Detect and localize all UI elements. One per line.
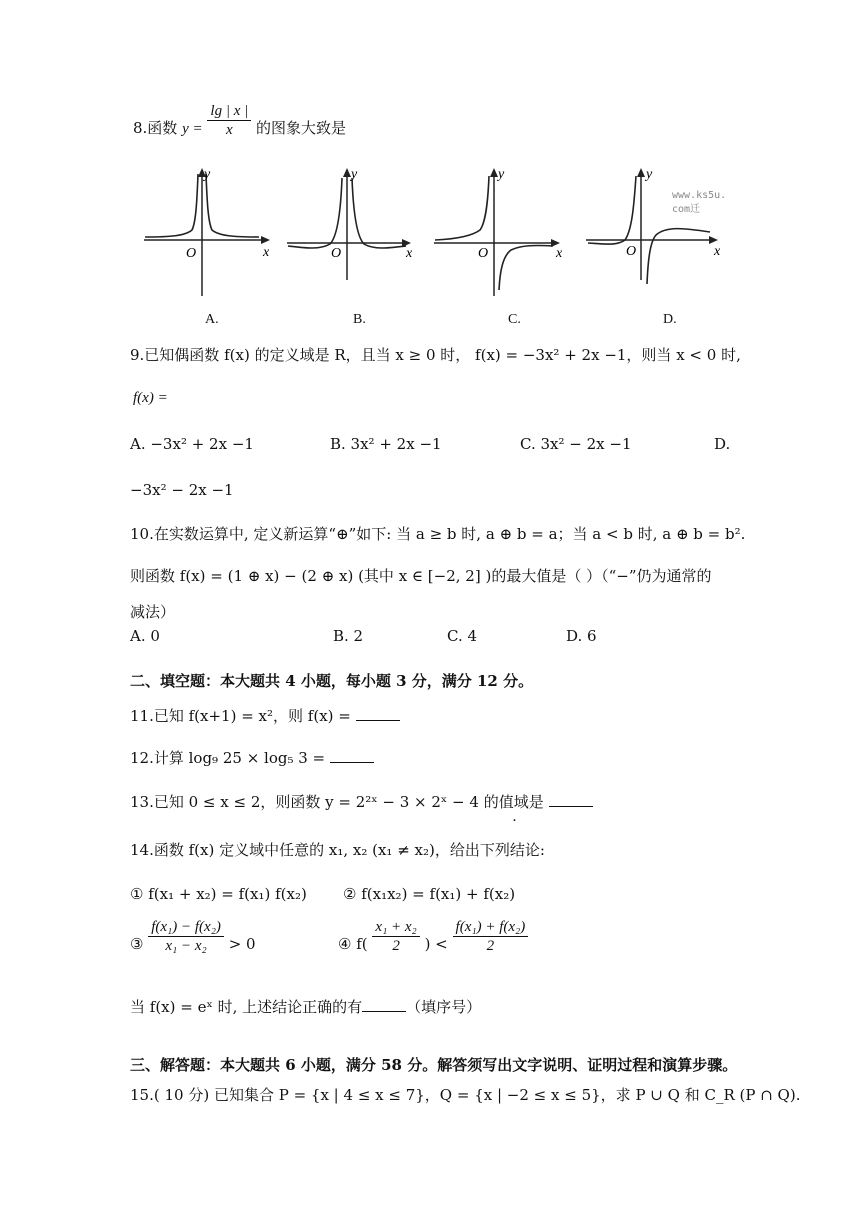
q14-conclusion-2: ② f(x₁x₂) = f(x₁) + f(x₂): [343, 885, 516, 903]
q14-c4-left-fraction: [372, 918, 419, 955]
q14-c4-right-denominator: 2: [486, 937, 495, 954]
q8-fraction: [207, 102, 251, 139]
q8-prefix: 8.函数: [133, 119, 178, 137]
q12: [130, 748, 374, 768]
graph-b-x-label: x: [406, 246, 413, 261]
graph-d-y-arrow: [637, 168, 645, 177]
graph-c-y-label: y: [498, 167, 505, 182]
q9-option-d-label: D.: [714, 435, 731, 453]
graph-d-curve-right: [647, 229, 710, 284]
q8-numerator: lg | x |: [207, 102, 251, 121]
q14-conclusion-note: （填序号）: [406, 998, 482, 1016]
q14-c4-right-numerator: f(x₁) + f(x₂): [453, 918, 529, 937]
graph-d: [584, 160, 734, 300]
q11: [130, 706, 400, 726]
graph-d-origin: O: [626, 244, 637, 259]
q12-blank[interactable]: [330, 748, 374, 763]
q14-c3-fraction: [148, 918, 224, 955]
q14-c4-left-denominator: 2: [392, 937, 400, 954]
q8-lhs: y =: [182, 121, 203, 137]
q9-option-a: A. −3x² + 2x −1: [130, 435, 254, 453]
q9-line1: 9.已知偶函数 f(x) 的定义域是 R，且当 x ≥ 0 时， f(x) = −3x² + 2x −1，则当 x < 0 时,: [130, 346, 741, 364]
q14-c4-mark: ④ f(: [338, 935, 368, 953]
q14-intro: 14.函数 f(x) 定义域中任意的 x₁, x₂ (x₁ ≠ x₂)，给出下列结论:: [130, 841, 545, 859]
graph-d-y-label: y: [646, 167, 653, 182]
q10-line2: 则函数 f(x) = (1 ⊕ x) − (2 ⊕ x) (其中 x ∈ [−2, 2] )的最大值是（ ）（“−”仍为通常的: [130, 567, 712, 585]
q14-c4-middle: ) <: [424, 935, 448, 953]
graph-a: [140, 160, 280, 300]
q10-option-a: A. 0: [130, 627, 160, 645]
q15: 15.( 10 分) 已知集合 P = {x | 4 ≤ x ≤ 7}，Q = {x | −2 ≤ x ≤ 5}，求 P ∪ Q 和 C_R (P ∩ Q).: [130, 1086, 801, 1104]
q12-text: 12.计算 log₉ 25 × log₅ 3 =: [130, 749, 326, 767]
graph-b-origin: O: [331, 246, 342, 261]
q9-line2: f(x) =: [133, 390, 168, 406]
q9-option-d-body: −3x² − 2x −1: [130, 481, 234, 499]
graph-a-x-arrow: [261, 236, 270, 244]
graph-c-origin: O: [478, 246, 489, 261]
q14-conclusion: [130, 997, 481, 1017]
watermark-line2: com迁: [672, 204, 701, 215]
q11-blank[interactable]: [356, 706, 400, 721]
q13: [130, 792, 593, 812]
graph-b-y-label: y: [351, 167, 358, 182]
graph-a-x-label: x: [263, 245, 270, 260]
q13-text: 13.已知 0 ≤ x ≤ 2，则函数 y = 2²ˣ − 3 × 2ˣ − 4 的: [130, 793, 499, 811]
q8-option-b: B.: [353, 312, 366, 327]
q13-blank[interactable]: [549, 792, 593, 807]
q14-conclusion-1: ① f(x₁ + x₂) = f(x₁) f(x₂): [130, 885, 307, 903]
q10-line3: 减法）: [130, 603, 176, 621]
q13-emphasis: 值域: [498, 793, 529, 811]
q14-c3-mark: ③: [130, 935, 144, 953]
q8-option-c: C.: [508, 312, 521, 327]
q8-suffix: 的图象大致是: [256, 119, 347, 137]
q8-stem: [133, 102, 347, 139]
graph-c: [432, 160, 572, 300]
q9-option-c: C. 3x² − 2x −1: [520, 435, 632, 453]
q14-conclusion-4: [338, 918, 528, 955]
q14-conclusion-text: 当 f(x) = eˣ 时, 上述结论正确的有: [130, 998, 363, 1016]
q8-option-d: D.: [663, 312, 677, 327]
graph-c-x-label: x: [556, 246, 563, 261]
q8-denominator: x: [225, 121, 233, 138]
graph-c-curve-right: [499, 245, 553, 290]
q14-c3-denominator: x₁ − x₂: [165, 937, 207, 954]
section3-heading: 三、解答题：本大题共 6 小题，满分 58 分。解答须写出文字说明、证明过程和演算步骤。: [130, 1056, 738, 1074]
graph-a-y-label: y: [204, 167, 211, 182]
graph-c-curve-left: [435, 176, 489, 240]
graph-d-curve-left: [588, 176, 636, 244]
q14-c4-left-numerator: x₁ + x₂: [372, 918, 419, 937]
graph-c-y-arrow: [490, 168, 498, 177]
graph-b: [285, 160, 425, 300]
q10-option-b: B. 2: [333, 627, 364, 645]
q14-c3-relation: > 0: [228, 935, 256, 953]
graph-b-curve-right: [352, 178, 406, 248]
q14-c4-right-fraction: [453, 918, 529, 955]
q11-text: 11.已知 f(x+1) = x²，则 f(x) =: [130, 707, 351, 725]
q14-conclusion-3: [130, 918, 256, 955]
graph-a-curve-right: [206, 174, 259, 237]
watermark-line1: www.ks5u.: [672, 190, 727, 201]
graph-b-curve-left: [288, 178, 342, 248]
q14-c3-numerator: f(x₁) − f(x₂): [148, 918, 224, 937]
graph-b-y-arrow: [343, 168, 351, 177]
q14-blank[interactable]: [362, 997, 406, 1012]
graph-d-x-arrow: [709, 236, 718, 244]
q10-option-c: C. 4: [447, 627, 478, 645]
q10-option-d: D. 6: [566, 627, 597, 645]
q8-option-a: A.: [205, 312, 219, 327]
graph-a-curve-left: [145, 174, 198, 237]
section2-heading: 二、填空题：本大题共 4 小题，每小题 3 分，满分 12 分。: [130, 672, 534, 690]
graph-a-origin: O: [186, 246, 197, 261]
graph-d-x-label: x: [714, 244, 721, 259]
q10-line1: 10.在实数运算中, 定义新运算“⊕”如下: 当 a ≥ b 时, a ⊕ b = a；当 a < b 时, a ⊕ b = b².: [130, 525, 746, 543]
q9-option-b: B. 3x² + 2x −1: [330, 435, 442, 453]
q13-after: 是: [528, 793, 544, 811]
